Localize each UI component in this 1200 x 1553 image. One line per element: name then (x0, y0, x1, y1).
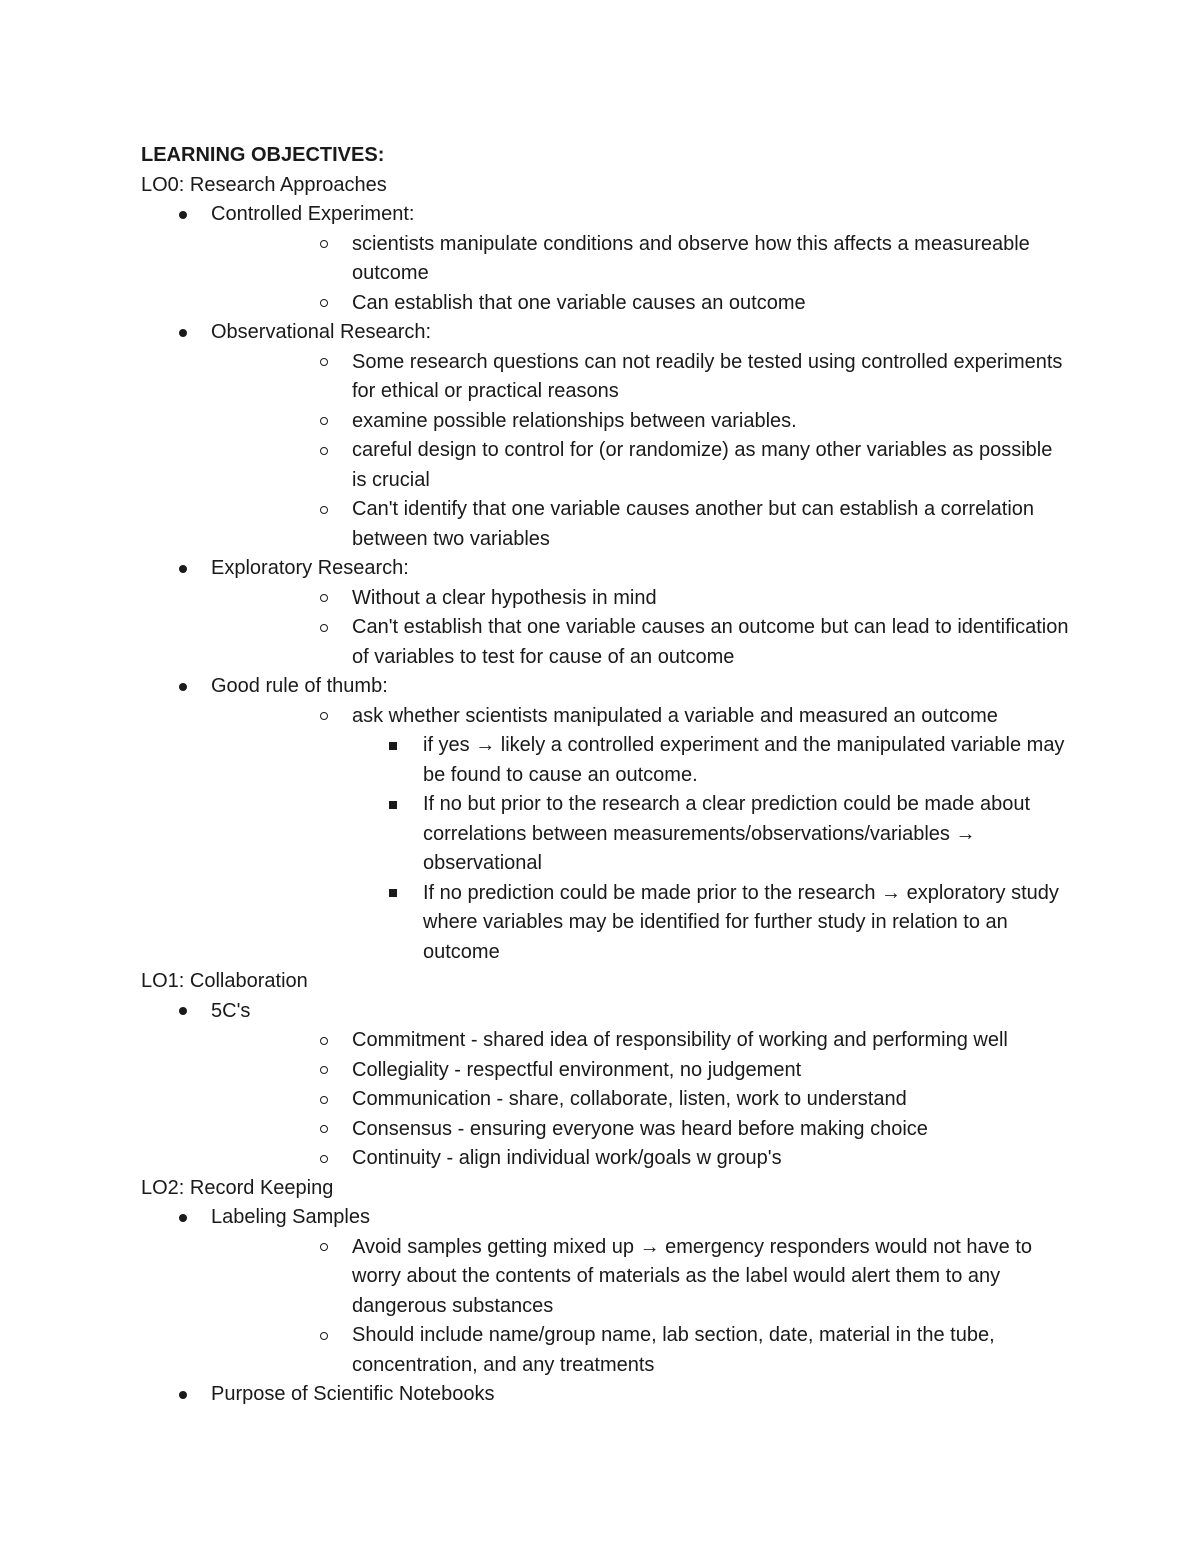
sub-list (211, 584, 1071, 673)
bullet-circle-icon (319, 1056, 328, 1086)
sub-list (211, 348, 1071, 555)
list-item-label: Labeling Samples (211, 1206, 370, 1228)
bullet-circle-icon (319, 1321, 328, 1351)
sub-list-item (211, 1115, 1071, 1145)
sub-list-item-text: ask whether scientists manipulated a variable and measured an outcome (352, 704, 998, 727)
sub-list-item-text: Some research questions can not readily be tested using controlled experiments for ethical or practical reasons (352, 350, 1063, 402)
sub-list-item-text: Without a clear hypothesis in mind (352, 586, 657, 609)
page-heading: LEARNING OBJECTIVES: (141, 144, 385, 166)
sub-list-item-text: careful design to control for (or randomize) as many other variables as possible is crucial (352, 439, 1053, 491)
sub-list-item-text: Continuity - align individual work/goals w group's (352, 1147, 782, 1169)
sub-list-item (211, 702, 1071, 732)
bullet-disc-icon (179, 318, 187, 348)
bullet-circle-icon (319, 613, 328, 643)
list-item (141, 1380, 1071, 1410)
bullet-circle-icon (319, 702, 328, 732)
list-item (141, 672, 1071, 967)
sub-list-item (211, 289, 1071, 319)
sub-list-item (211, 495, 1071, 554)
bullet-circle-icon (319, 1085, 328, 1115)
list-item (141, 554, 1071, 672)
list-item-label: Observational Research: (211, 321, 432, 343)
sub-list-item (211, 1321, 1071, 1380)
section-title-lo1: LO1: Collaboration (141, 970, 308, 992)
sub-list (211, 1233, 1071, 1381)
list-item (141, 318, 1071, 554)
sub-list-item (211, 1144, 1071, 1174)
sub-list-item-text: Commitment - shared idea of responsibility of working and performing well (352, 1029, 1008, 1051)
bullet-circle-icon (319, 289, 328, 319)
list-item (141, 200, 1071, 318)
bullet-circle-icon (319, 1115, 328, 1145)
bullet-circle-icon (319, 1026, 328, 1056)
sub-list-item (211, 1056, 1071, 1086)
sub-list (211, 230, 1071, 319)
bullet-circle-icon (319, 230, 328, 260)
sub-list-item (211, 613, 1071, 672)
bullet-disc-icon (179, 1380, 187, 1410)
section-title-lo2: LO2: Record Keeping (141, 1176, 334, 1199)
sub-list-item-text: Communication - share, collaborate, listen, work to understand (352, 1088, 907, 1110)
bullet-circle-icon (319, 495, 328, 525)
section-title-lo0: LO0: Research Approaches (141, 173, 387, 196)
bullet-disc-icon (179, 997, 187, 1027)
bullet-disc-icon (179, 672, 187, 702)
sub-sub-list-item-text: if yes → likely a controlled experiment and the manipulated variable may be found to cause an outcome. (423, 734, 1065, 786)
list-item-label: Controlled Experiment: (211, 203, 415, 225)
sub-sub-list-item-text: If no prediction could be made prior to the research → exploratory study where variables may be identified for further study in relation to an outcome (423, 881, 1059, 963)
sub-list-item-text: Consensus - ensuring everyone was heard before making choice (352, 1117, 928, 1140)
bullet-circle-icon (319, 436, 328, 466)
list-item (141, 997, 1071, 1174)
bullet-circle-icon (319, 348, 328, 378)
sub-list-item-text: Avoid samples getting mixed up → emergency responders would not have to worry about the contents of materials as the label would alert them to any dangerous substances (352, 1235, 1033, 1317)
lo2-list (141, 1203, 1071, 1410)
bullet-circle-icon (319, 1144, 328, 1174)
list-item-label: Exploratory Research: (211, 557, 409, 579)
sub-sub-list (211, 731, 1071, 967)
list-item-label: Purpose of Scientific Notebooks (211, 1383, 495, 1405)
sub-list-item (211, 230, 1071, 289)
bullet-square-icon (389, 879, 397, 909)
sub-list-item (211, 407, 1071, 437)
sub-list-item-text: Can establish that one variable causes an outcome (352, 291, 806, 314)
bullet-circle-icon (319, 1233, 328, 1263)
sub-list-item (211, 1026, 1071, 1056)
sub-list-item (211, 436, 1071, 495)
sub-list-item-text: Can't identify that one variable causes another but can establish a correlation between two variables (352, 498, 1035, 550)
list-item-label: Good rule of thumb: (211, 675, 388, 697)
sub-list-item (211, 1085, 1071, 1115)
sub-list-item-text: examine possible relationships between variables. (352, 409, 797, 432)
bullet-square-icon (389, 731, 397, 761)
bullet-circle-icon (319, 584, 328, 614)
list-item-label: 5C's (211, 999, 251, 1022)
sub-list-item (211, 348, 1071, 407)
lo0-list (141, 200, 1071, 967)
sub-list (211, 702, 1071, 732)
sub-list-item-text: scientists manipulate conditions and observe how this affects a measureable outcome (352, 232, 1030, 284)
sub-list-item-text: Collegiality - respectful environment, no judgement (352, 1058, 802, 1081)
sub-list (211, 1026, 1071, 1174)
sub-sub-list-item-text: If no but prior to the research a clear prediction could be made about correlations between measurements/observations/variables → observational (423, 793, 1031, 874)
sub-sub-list-item (211, 731, 1071, 790)
sub-sub-list-item (211, 790, 1071, 879)
sub-sub-list-item (211, 879, 1071, 968)
lo1-list (141, 997, 1071, 1174)
sub-list-item (211, 1233, 1071, 1322)
bullet-disc-icon (179, 1203, 187, 1233)
bullet-circle-icon (319, 407, 328, 437)
sub-list-item-text: Can't establish that one variable causes an outcome but can lead to identification of variables to test for cause of an outcome (352, 616, 1069, 668)
list-item (141, 1203, 1071, 1380)
bullet-disc-icon (179, 200, 187, 230)
bullet-disc-icon (179, 554, 187, 584)
sub-list-item (211, 584, 1071, 614)
document-page (141, 141, 1071, 1410)
bullet-square-icon (389, 790, 397, 820)
sub-list-item-text: Should include name/group name, lab section, date, material in the tube, concentration, and any treatments (352, 1324, 995, 1376)
